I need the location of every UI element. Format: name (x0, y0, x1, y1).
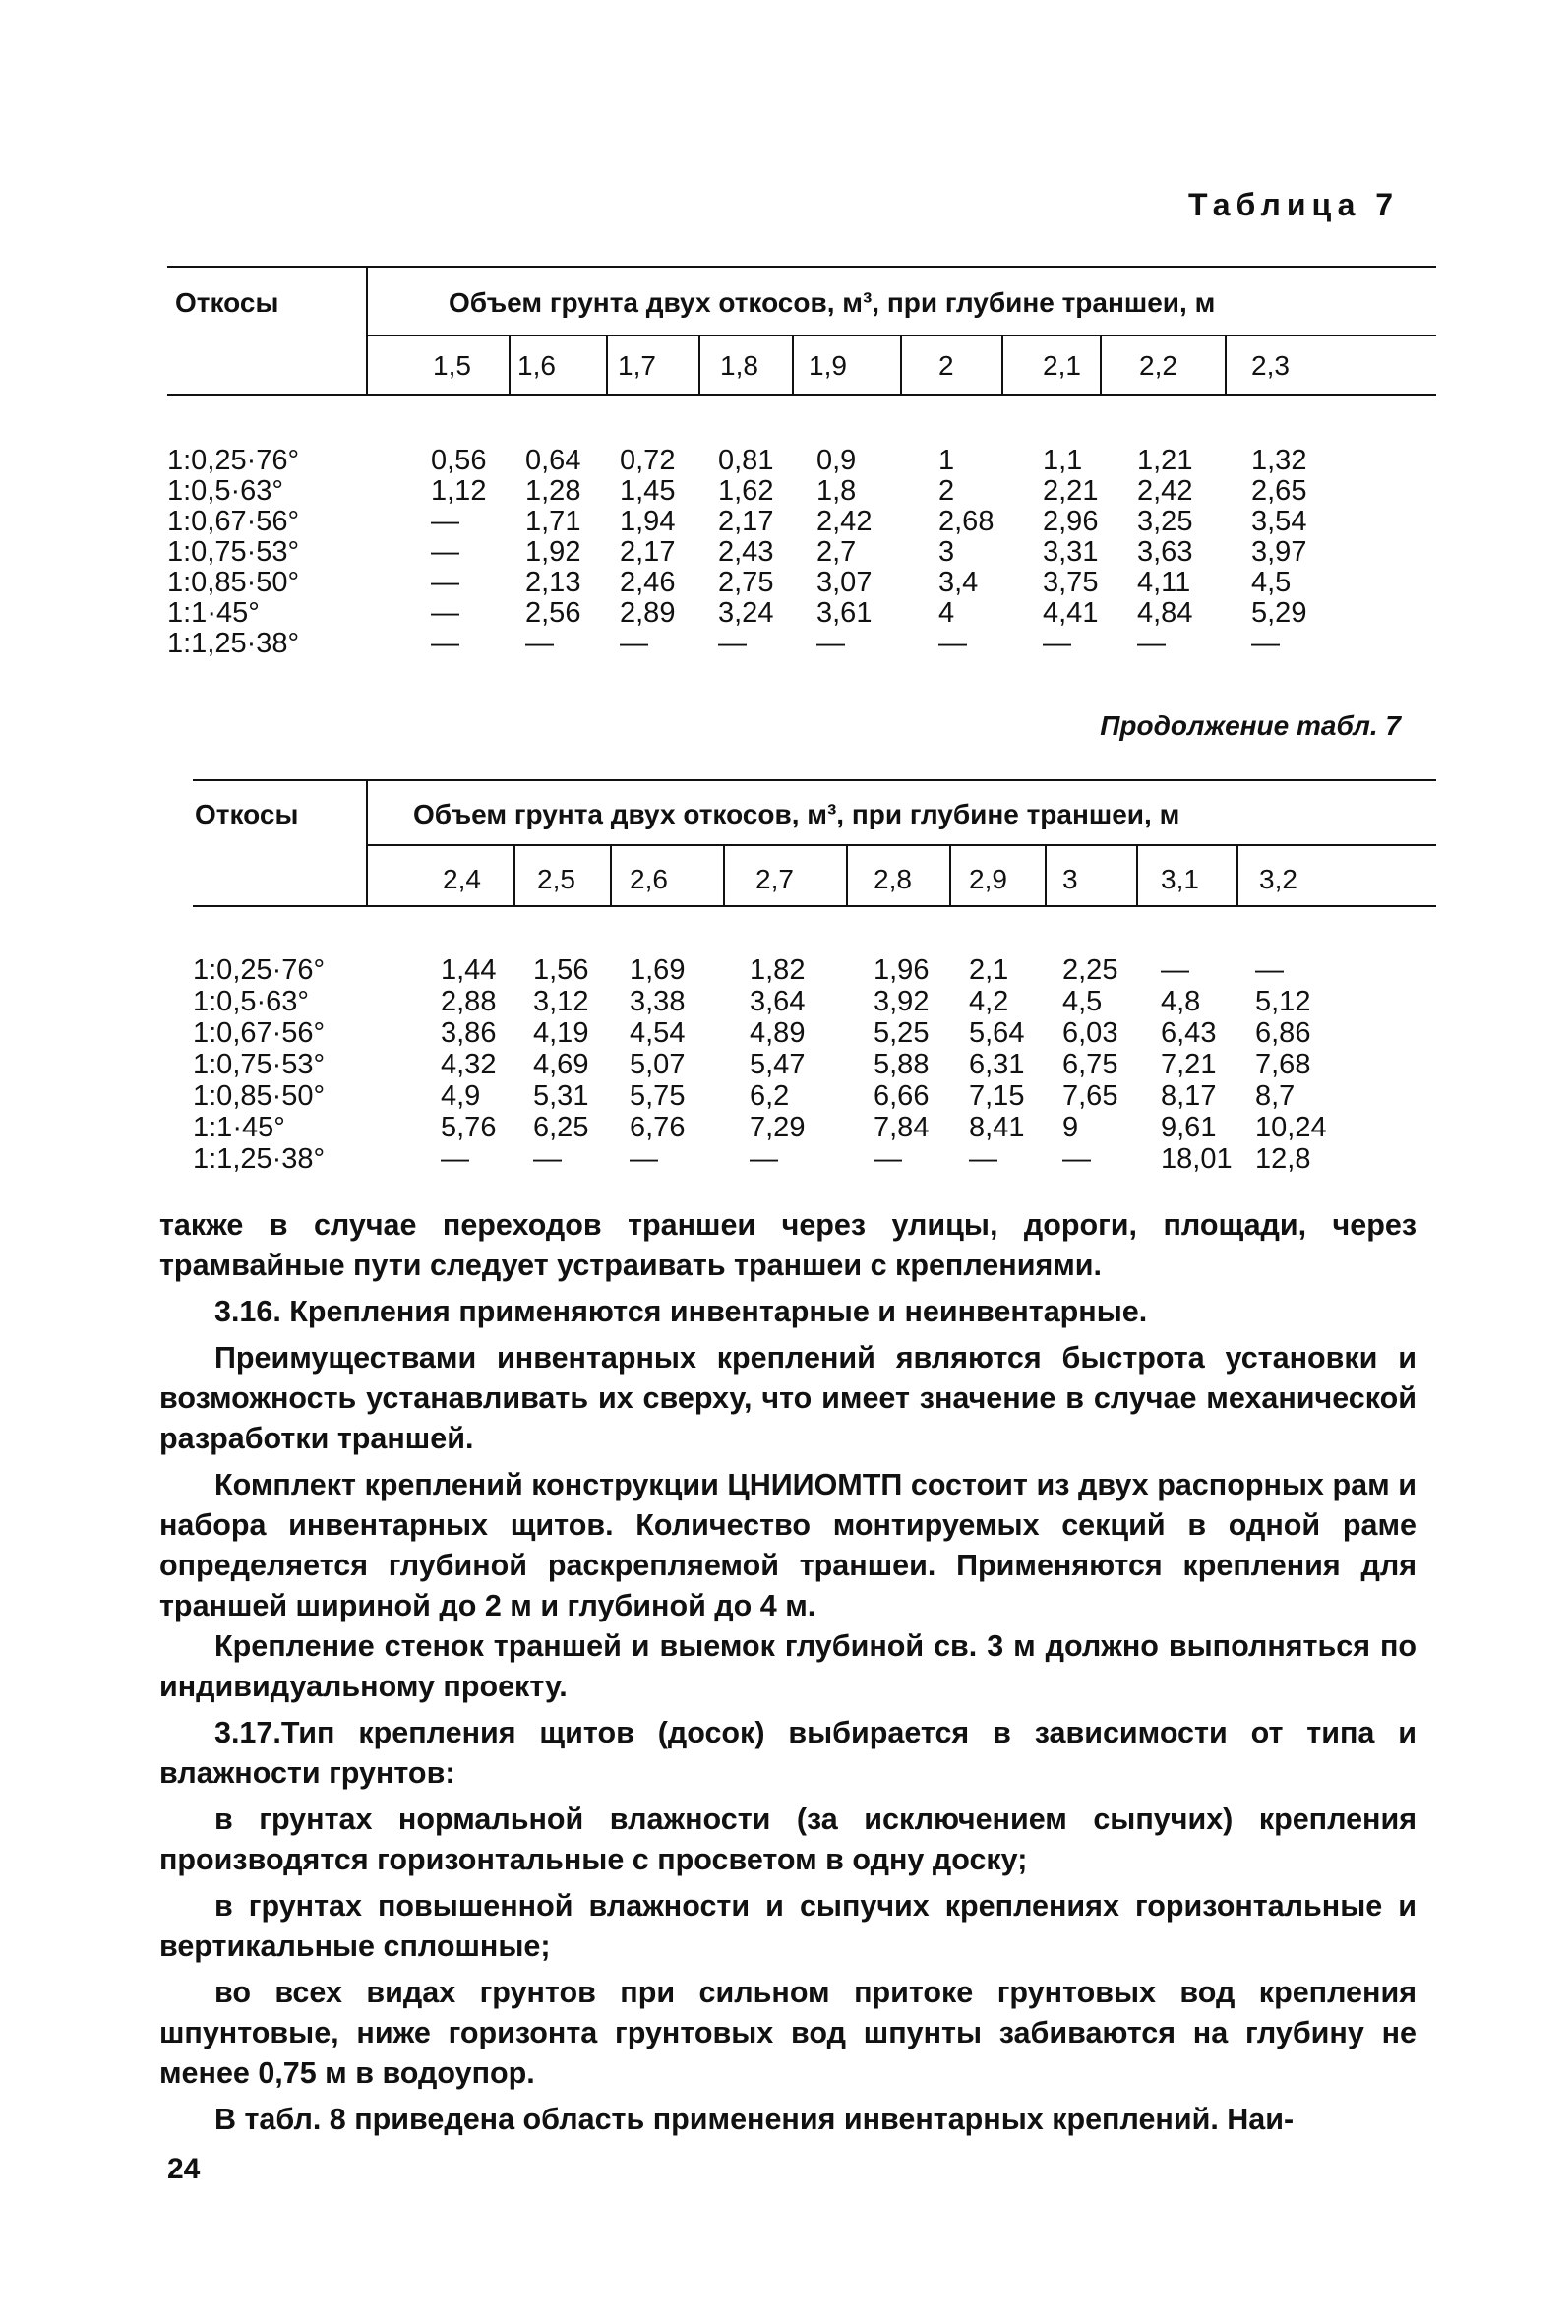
table-cell: 2,1 (969, 954, 1009, 986)
table-cell: 1,21 (1137, 445, 1193, 476)
table-cell: 2,56 (525, 597, 581, 629)
depth-header: 2,3 (1251, 350, 1290, 381)
table-cell: 7,68 (1255, 1049, 1311, 1080)
table-cell: 18,01 (1161, 1143, 1233, 1175)
table-cell: 5,07 (630, 1049, 686, 1080)
table-cell: 9,61 (1161, 1112, 1217, 1143)
table-cell: 4,32 (441, 1049, 497, 1080)
table-cell: — (431, 506, 459, 537)
slope-label: 1:1·45° (193, 1112, 285, 1143)
table-cell: 2,13 (525, 567, 581, 598)
table-cell: 4,41 (1043, 597, 1099, 629)
table-cell: — (1251, 628, 1280, 659)
table-cell: 5,64 (969, 1017, 1025, 1049)
table-cell: 1,12 (431, 475, 487, 507)
paragraph-6: 3.17.Тип крепления щитов (досок) выбирается в зависимости от типа и влажности грунтов: (159, 1716, 1417, 1790)
table-cell: 6,75 (1062, 1049, 1118, 1080)
table-cell: 1,28 (525, 475, 581, 507)
table-cell: 3,4 (938, 567, 979, 598)
table-cell: — (525, 628, 554, 659)
table-cell: 1,32 (1251, 445, 1307, 476)
table-cell: 3,07 (816, 567, 873, 598)
table-cell: 8,7 (1255, 1080, 1296, 1112)
table-cell: 1,92 (525, 536, 581, 568)
table-cell: 5,25 (874, 1017, 930, 1049)
column-divider (792, 335, 794, 394)
table-cell: 5,75 (630, 1080, 686, 1112)
column-divider (509, 335, 511, 394)
table-cell: 4,89 (750, 1017, 806, 1049)
table-cell: — (1255, 954, 1284, 986)
table-cell: 1,44 (441, 954, 497, 986)
column-divider (949, 844, 951, 905)
paragraph-10: В табл. 8 приведена область применения инвентарных креплений. Наи- (214, 2103, 1295, 2136)
slope-label: 1:0,85·50° (167, 567, 300, 598)
table-cell: 3,86 (441, 1017, 497, 1049)
slope-label: 1:0,85·50° (193, 1080, 326, 1112)
column-divider (1225, 335, 1227, 394)
table-cell: — (718, 628, 747, 659)
paragraph-3: Преимуществами инвентарных креплений являются быстрота установки и возможность устанавливать их сверху, что имеет значение в случае механической разработки траншей. (159, 1341, 1417, 1455)
paragraph-5: Крепление стенок траншей и выемок глубиной св. 3 м должно выполняться по индивидуальному проекту. (159, 1629, 1417, 1703)
table-cell: 3,12 (533, 986, 589, 1017)
table-cell: 2,88 (441, 986, 497, 1017)
slope-label: 1:0,75·53° (167, 536, 300, 568)
table-title: Таблица 7 (1188, 187, 1400, 222)
depth-header: 2,1 (1043, 350, 1081, 381)
table-cell: — (441, 1143, 469, 1175)
depth-header: 2,9 (969, 864, 1007, 894)
depth-header: 2,4 (443, 864, 481, 894)
paragraph-2: 3.16. Крепления применяются инвентарные и неинвентарные. (214, 1295, 1148, 1328)
slope-label: 1:0,67·56° (193, 1017, 326, 1049)
table-cell: 7,29 (750, 1112, 806, 1143)
slope-label: 1:0,25·76° (167, 445, 300, 476)
table-cell: 4 (938, 597, 955, 629)
table-cell: 9 (1062, 1112, 1079, 1143)
table-cell: 1,96 (874, 954, 930, 986)
table-cell: 2,89 (620, 597, 676, 629)
table-cell: 2,68 (938, 506, 995, 537)
table-cell: 10,24 (1255, 1112, 1327, 1143)
column-divider (698, 335, 700, 394)
column-divider (1236, 844, 1238, 905)
table-cell: 4,2 (969, 986, 1009, 1017)
table-1-header-slopes: Откосы (175, 287, 279, 318)
table-cell: 4,8 (1161, 986, 1201, 1017)
column-divider (1045, 844, 1047, 905)
table-cell: 4,84 (1137, 597, 1193, 629)
table-2-header-volume: Объем грунта двух откосов, м³, при глубине траншеи, м (413, 799, 1180, 829)
table-cell: 7,15 (969, 1080, 1025, 1112)
continuation-title: Продолжение табл. 7 (1100, 710, 1401, 741)
page-number: 24 (167, 2153, 201, 2185)
table-cell: 5,31 (533, 1080, 589, 1112)
depth-header: 1,6 (517, 350, 556, 381)
table-cell: 3,63 (1137, 536, 1193, 568)
table-cell: 0,64 (525, 445, 581, 476)
table-cell: 6,86 (1255, 1017, 1311, 1049)
table-cell: 4,19 (533, 1017, 589, 1049)
table-cell: — (630, 1143, 658, 1175)
table-cell: 12,8 (1255, 1143, 1311, 1175)
depth-header: 1,5 (433, 350, 471, 381)
table-cell: 3 (938, 536, 955, 568)
table-cell: 2,7 (816, 536, 857, 568)
table-cell: 3,75 (1043, 567, 1099, 598)
table-cell: 5,88 (874, 1049, 930, 1080)
paragraph-9: во всех видах грунтов при сильном притоке грунтовых вод крепления шпунтовые, ниже горизонта грунтовых вод шпунты забиваются на глубину не менее 0,75 м в водоупор. (159, 1976, 1417, 2090)
slope-label: 1:0,5·63° (167, 475, 284, 507)
table-cell: 5,76 (441, 1112, 497, 1143)
table-cell: — (431, 536, 459, 568)
paragraph-8: в грунтах повышенной влажности и сыпучих креплениях горизонтальные и вертикальные сплошные; (159, 1889, 1417, 1963)
table-cell: 4,5 (1251, 567, 1292, 598)
table-cell: 6,03 (1062, 1017, 1118, 1049)
table-cell: 3,31 (1043, 536, 1099, 568)
table-cell: — (431, 597, 459, 629)
table-cell: 1,94 (620, 506, 676, 537)
table-cell: 1,82 (750, 954, 806, 986)
table-cell: 4,9 (441, 1080, 481, 1112)
paragraph-7: в грунтах нормальной влажности (за исключением сыпучих) крепления производятся горизонтальные с просветом в одну доску; (159, 1803, 1417, 1876)
table-cell: 1,71 (525, 506, 581, 537)
table-cell: 0,56 (431, 445, 487, 476)
paragraph-4: Комплект креплений конструкции ЦНИИОМТП состоит из двух распорных рам и набора инвентарных щитов. Количество монтируемых секций в одной раме определяется глубиной раскрепляемой траншеи. Применяются крепления для траншей шириной до 2 м и глубиной до 4 м. (159, 1468, 1417, 1622)
table-cell: 2,96 (1043, 506, 1099, 537)
column-divider (1136, 844, 1138, 905)
table-cell: 6,25 (533, 1112, 589, 1143)
table-cell: — (750, 1143, 778, 1175)
depth-header: 3,1 (1161, 864, 1199, 894)
depth-header: 1,8 (720, 350, 758, 381)
column-divider (846, 844, 848, 905)
table-cell: — (533, 1143, 562, 1175)
table-cell: — (938, 628, 967, 659)
table-cell: 3,25 (1137, 506, 1193, 537)
table-cell: — (431, 567, 459, 598)
table-cell: 1,45 (620, 475, 676, 507)
table-cell: — (1062, 1143, 1091, 1175)
table-cell: 4,54 (630, 1017, 686, 1049)
depth-header: 1,7 (618, 350, 656, 381)
depth-header: 2 (938, 350, 954, 381)
table-cell: 2,42 (1137, 475, 1193, 507)
depth-header: 2,5 (537, 864, 575, 894)
table-cell: 8,41 (969, 1112, 1025, 1143)
table-cell: — (620, 628, 648, 659)
body-text (159, 1205, 1417, 2140)
table-cell: 2,42 (816, 506, 873, 537)
table-cell: 6,76 (630, 1112, 686, 1143)
table-cell: 6,43 (1161, 1017, 1217, 1049)
table-cell: 1,69 (630, 954, 686, 986)
table-cell: 2,46 (620, 567, 676, 598)
column-divider (1100, 335, 1102, 394)
table-cell: — (431, 628, 459, 659)
slope-label: 1:0,25·76° (193, 954, 326, 986)
depth-header: 3 (1062, 864, 1078, 894)
table-cell: 4,5 (1062, 986, 1103, 1017)
table-cell: 6,2 (750, 1080, 790, 1112)
table-cell: 5,12 (1255, 986, 1311, 1017)
table-cell: 1,56 (533, 954, 589, 986)
paragraph-1: также в случае переходов траншеи через улицы, дороги, площади, через трамвайные пути следует устраивать траншеи с креплениями. (159, 1208, 1417, 1282)
table-cell: 5,29 (1251, 597, 1307, 629)
depth-header: 2,6 (630, 864, 668, 894)
table-cell: 7,65 (1062, 1080, 1118, 1112)
slope-label: 1:0,67·56° (167, 506, 300, 537)
table-cell: 2,43 (718, 536, 774, 568)
table-cell: 3,24 (718, 597, 774, 629)
table-cell: 1 (938, 445, 955, 476)
table-cell: 2,21 (1043, 475, 1099, 507)
depth-header: 3,2 (1259, 864, 1297, 894)
table-cell: 3,38 (630, 986, 686, 1017)
table-1-header-volume: Объем грунта двух откосов, м³, при глубине траншеи, м (449, 287, 1216, 318)
column-divider (1001, 335, 1003, 394)
slope-label: 1:1,25·38° (167, 628, 300, 659)
table-cell: — (1043, 628, 1071, 659)
table-cell: 0,81 (718, 445, 774, 476)
table-cell: 7,21 (1161, 1049, 1217, 1080)
slope-label: 1:0,5·63° (193, 986, 310, 1017)
slope-label: 1:1,25·38° (193, 1143, 326, 1175)
table-cell: 3,97 (1251, 536, 1307, 568)
table-cell: 2 (938, 475, 955, 507)
table-cell: 1,1 (1043, 445, 1083, 476)
column-divider (610, 844, 612, 905)
table-cell: 2,17 (620, 536, 676, 568)
table-cell: — (1161, 954, 1189, 986)
depth-header: 1,9 (809, 350, 847, 381)
table-cell: 7,84 (874, 1112, 930, 1143)
table-cell: 3,92 (874, 986, 930, 1017)
table-cell: — (816, 628, 845, 659)
table-cell: 3,64 (750, 986, 806, 1017)
table-cell: 4,11 (1137, 567, 1191, 598)
table-cell: 8,17 (1161, 1080, 1217, 1112)
depth-header: 2,8 (874, 864, 912, 894)
table-cell: 1,8 (816, 475, 857, 507)
column-divider (606, 335, 608, 394)
table-cell: 3,54 (1251, 506, 1307, 537)
table-cell: 0,9 (816, 445, 857, 476)
column-divider (900, 335, 902, 394)
slope-label: 1:0,75·53° (193, 1049, 326, 1080)
slope-label: 1:1·45° (167, 597, 260, 629)
table-cell: 2,75 (718, 567, 774, 598)
table-cell: 2,17 (718, 506, 774, 537)
table-cell: 6,31 (969, 1049, 1025, 1080)
table-cell: — (874, 1143, 902, 1175)
depth-header: 2,2 (1139, 350, 1177, 381)
table-cell: 0,72 (620, 445, 676, 476)
depth-header: 2,7 (755, 864, 794, 894)
table-cell: 2,25 (1062, 954, 1118, 986)
table-cell: — (969, 1143, 997, 1175)
table-cell: 1,62 (718, 475, 774, 507)
table-cell: 3,61 (816, 597, 873, 629)
table-cell: 4,69 (533, 1049, 589, 1080)
table-cell: 6,66 (874, 1080, 930, 1112)
table-2-header-slopes: Откосы (195, 799, 299, 829)
column-divider (723, 844, 725, 905)
column-divider (513, 844, 515, 905)
table-cell: — (1137, 628, 1166, 659)
table-cell: 5,47 (750, 1049, 806, 1080)
table-cell: 2,65 (1251, 475, 1307, 507)
